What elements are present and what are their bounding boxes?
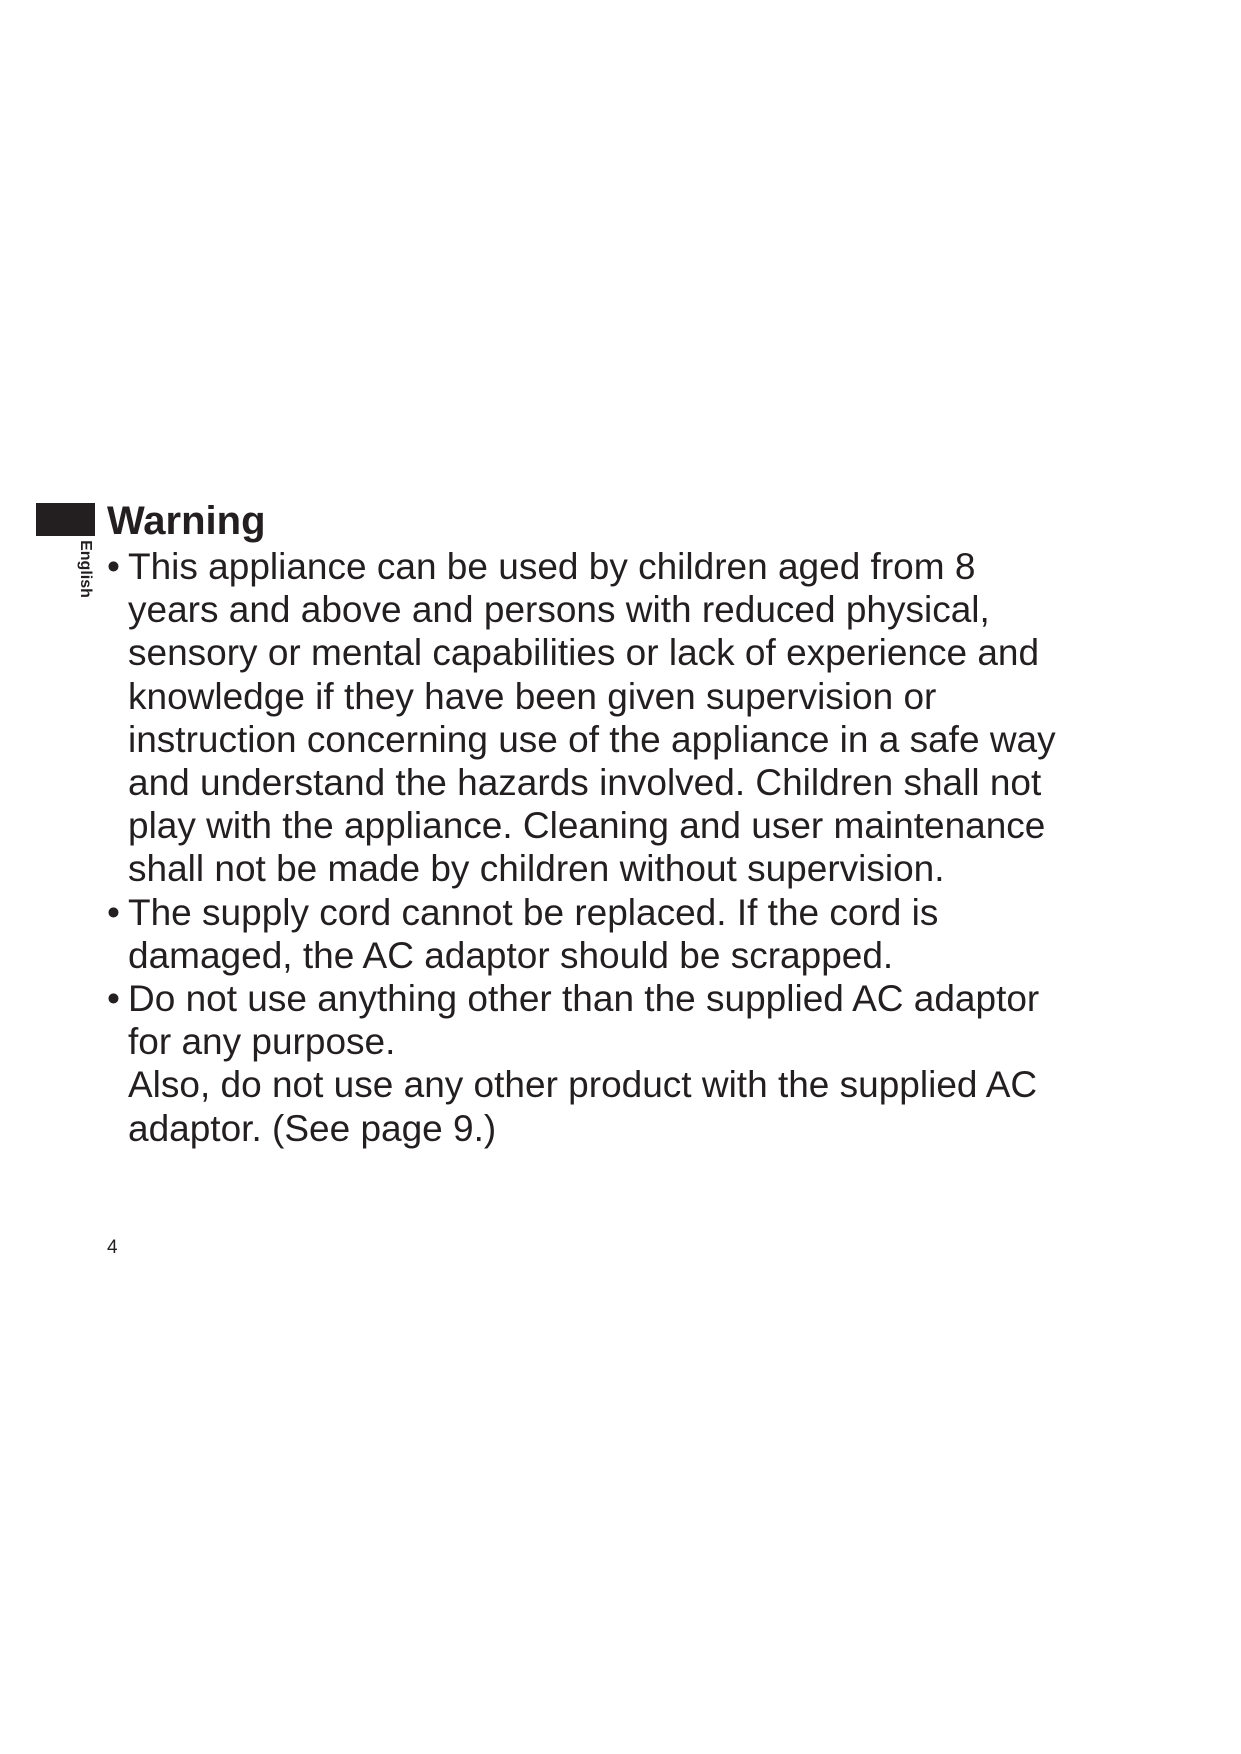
bullet-text-line: sensory or mental capabilities or lack of experience and (128, 632, 1040, 674)
bullet-text-line: Also, do not use any other product with the supplied AC (128, 1064, 1038, 1106)
page-number: 4 (107, 1237, 118, 1258)
bullet-text-line: years and above and persons with reduced physical, (128, 589, 990, 631)
bullet-text-line: shall not be made by children without supervision. (128, 848, 945, 890)
warning-bullet-item (107, 891, 1167, 977)
warning-bullet-list (107, 545, 1167, 1150)
bullet-text-line: play with the appliance. Cleaning and user maintenance (128, 805, 1046, 847)
bullet-dot: • (107, 546, 120, 587)
warning-bullet-item (107, 977, 1167, 1150)
bullet-text-line: adaptor. (See page 9.) (128, 1107, 497, 1149)
bullet-dot: • (107, 891, 120, 933)
warning-heading: Warning (107, 499, 266, 543)
language-tab-label: English (77, 540, 94, 598)
language-tab-marker (36, 503, 95, 536)
bullet-text-line: damaged, the AC adaptor should be scrapped. (128, 934, 894, 976)
bullet-text-line: Do not use anything other than the supplied AC adaptor (128, 978, 1040, 1020)
bullet-text-line: and understand the hazards involved. Children shall not (128, 762, 1042, 804)
bullet-dot: • (107, 978, 120, 1020)
bullet-text-line: for any purpose. (128, 1021, 396, 1063)
bullet-text-line: The supply cord cannot be replaced. If the cord is (128, 891, 939, 933)
bullet-text-line: This appliance can be used by children aged from 8 (128, 546, 976, 587)
bullet-text-line: knowledge if they have been given supervision or (128, 675, 937, 717)
bullet-text-line: instruction concerning use of the appliance in a safe way (128, 718, 1056, 760)
warning-bullet-item (107, 545, 1167, 891)
warning-section (107, 497, 1167, 1150)
